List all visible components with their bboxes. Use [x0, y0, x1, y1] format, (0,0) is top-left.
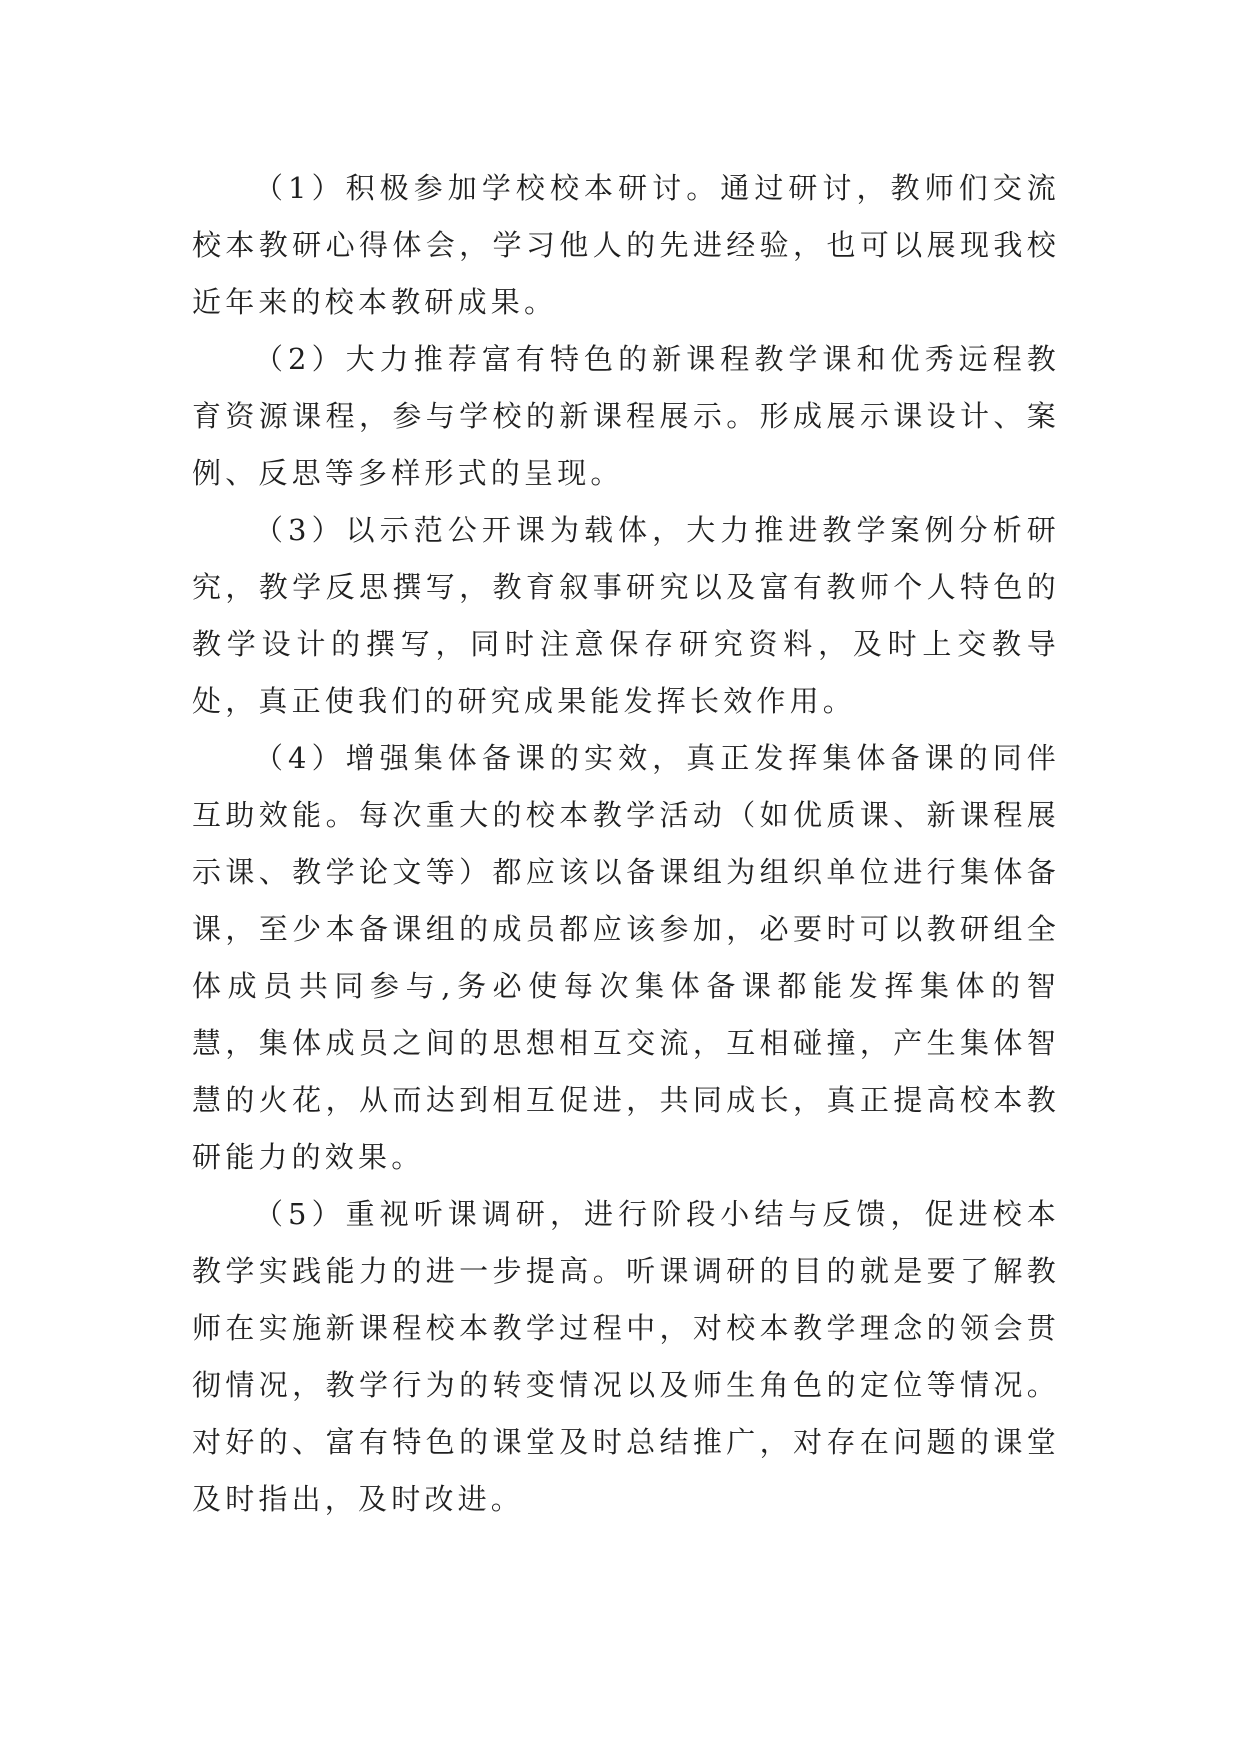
- paragraph-2: （2）大力推荐富有特色的新课程教学课和优秀远程教育资源课程，参与学校的新课程展示。形成展示课设计、案例、反思等多样形式的呈现。: [192, 342, 1060, 490]
- paragraph-3: （3）以示范公开课为载体，大力推进教学案例分析研究，教学反思撰写，教育叙事研究以及富有教师个人特色的教学设计的撰写，同时注意保存研究资料，及时上交教导处，真正使我们的研究成果能发挥长效作用。: [192, 513, 1060, 718]
- paragraph-5: （5）重视听课调研，进行阶段小结与反馈，促进校本教学实践能力的进一步提高。听课调研的目的就是要了解教师在实施新课程校本教学过程中，对校本教学理念的领会贯彻情况，教学行为的转变情况以及师生角色的定位等情况。对好的、富有特色的课堂及时总结推广，对存在问题的课堂及时指出，及时改进。: [192, 1197, 1060, 1516]
- paragraph-4: （4）增强集体备课的实效，真正发挥集体备课的同伴互助效能。每次重大的校本教学活动（如优质课、新课程展示课、教学论文等）都应该以备课组为组织单位进行集体备课，至少本备课组的成员都应该参加，必要时可以教研组全体成员共同参与,务必使每次集体备课都能发挥集体的智慧，集体成员之间的思想相互交流，互相碰撞，产生集体智慧的火花，从而达到相互促进，共同成长，真正提高校本教研能力的效果。: [192, 741, 1060, 1174]
- document-body: [192, 160, 1060, 1528]
- paragraph-1: （1）积极参加学校校本研讨。通过研讨，教师们交流校本教研心得体会，学习他人的先进经验，也可以展现我校近年来的校本教研成果。: [192, 171, 1060, 319]
